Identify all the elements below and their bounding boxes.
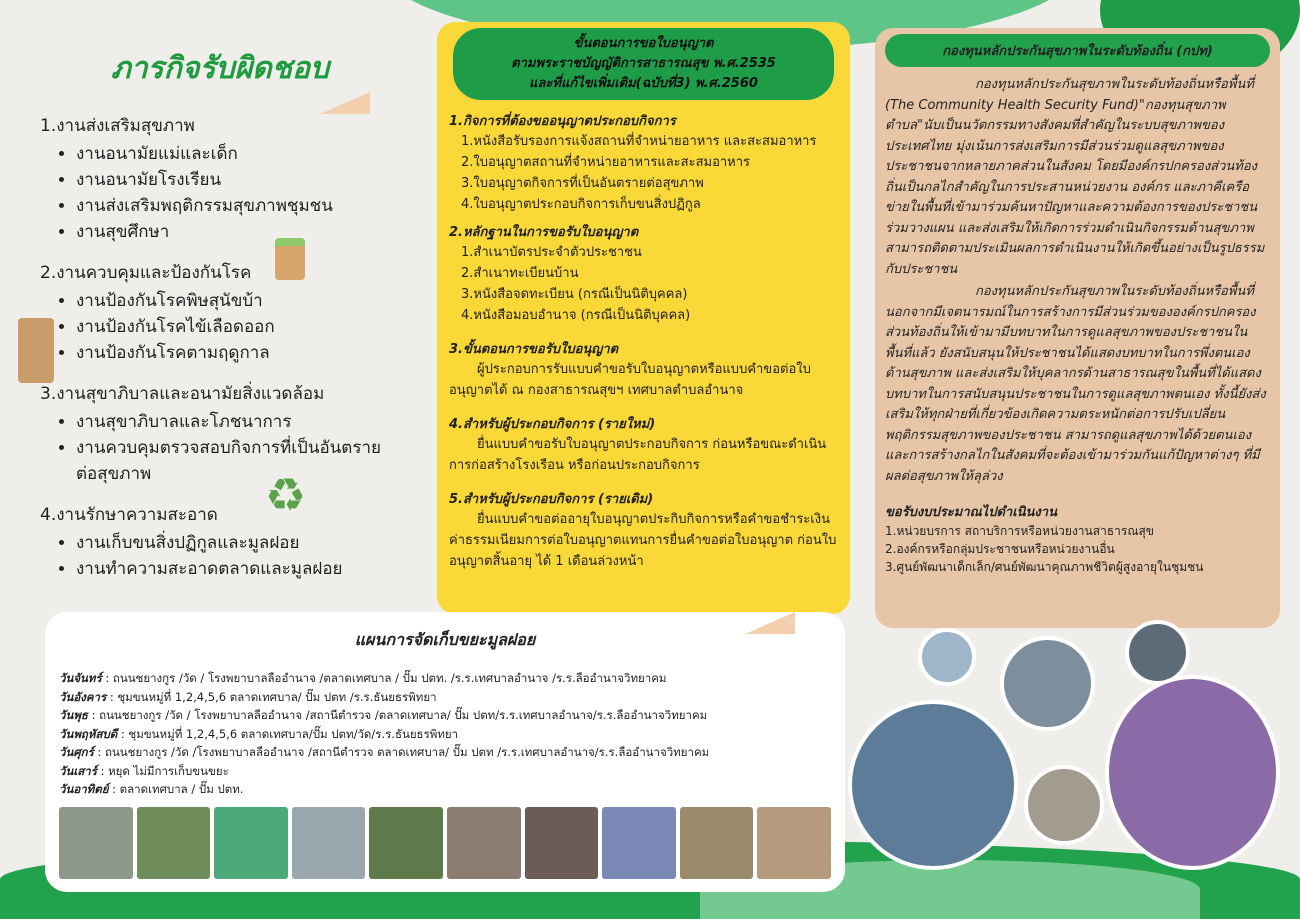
license-title-line: ขั้นตอนการขอใบอนุญาต <box>573 36 714 51</box>
paper-plane-icon <box>745 612 795 634</box>
list-item: • งานควบคุมตรวจสอบกิจการที่เป็นอันตรายต่อสุขภาพ <box>76 435 400 487</box>
paper-bag-icon <box>18 318 54 383</box>
photo <box>369 807 443 879</box>
photo <box>602 807 676 879</box>
schedule-day: วันพุธ <box>59 708 88 722</box>
photo <box>680 807 754 879</box>
license-list-item: 3.ใบอนุญาตกิจการที่เป็นอันตรายต่อสุขภาพ <box>461 176 704 191</box>
budget-heading: ขอรับงบประมาณไปดำเนินงาน <box>885 505 1057 520</box>
schedule-day: วันจันทร์ <box>59 671 102 685</box>
schedule-route: : ถนนชยางกูร /วัด /โรงพยาบาลลืออำนาจ /สถานีตำรวจ ตลาดเทศบาล/ ปั๊ม ปตท /ร.ร.เทศบาลอำนาจ/ร.ร.ลืออำนาจวิทยาคม <box>93 745 710 759</box>
photo <box>292 807 366 879</box>
section-heading: 1.งานส่งเสริมสุขภาพ <box>40 116 195 136</box>
list-item: • งานอนามัยโรงเรียน <box>76 167 400 193</box>
list-item: • งานสุขาภิบาลและโภชนาการ <box>76 409 400 435</box>
list-item: • งานเก็บขนสิ่งปฏิกูลและมูลฝอย <box>76 530 400 556</box>
license-section-heading: 3.ขั้นตอนการขอรับใบอนุญาต <box>449 342 619 357</box>
schedule-route: : ถนนชยางกูร /วัด / โรงพยาบาลลืออำนาจ /สถานีตำรวจ /ตลาดเทศบาล/ ปั๊ม ปตท/ร.ร.เทศบาลอำนาจ/ร.ร.ลืออำนาจวิทยาคม <box>87 708 708 722</box>
responsibility-section <box>40 259 400 366</box>
section-heading: 4.งานรักษาความสะอาด <box>40 505 218 525</box>
license-list-item: 1.สำเนาบัตรประจำตัวประชาชน <box>461 245 642 260</box>
item-list <box>40 141 400 245</box>
schedule-route: : ชุมขนหมู่ที่ 1,2,4,5,6 ตลาดเทศบาล/ ปั๊ม ปตท /ร.ร.ธันยธรพิทยา <box>106 689 437 704</box>
budget-item: 2.องค์กรหรือกลุ่มประชาชนหรือหน่วยงานอื่น <box>885 542 1115 556</box>
schedule-route: : ถนนชยางกูร /วัด / โรงพยาบาลลืออำนาจ /ตลาดเทศบาล / ปั๊ม ปตท. /ร.ร.เทศบาลอำนาจ /ร.ร.ลืออำนาจวิทยาคม <box>101 671 667 685</box>
photo <box>525 807 599 879</box>
license-body <box>449 110 838 572</box>
license-panel <box>437 22 850 614</box>
plan-title: แผนการจัดเก็บขยะมูลฝอย <box>354 630 536 649</box>
photo <box>59 807 133 879</box>
photo-circle <box>1000 636 1095 731</box>
schedule-day: วันอาทิตย์ <box>59 782 109 796</box>
photo <box>137 807 211 879</box>
section-heading: 2.งานควบคุมและป้องกันโรค <box>40 263 252 283</box>
photo-circle <box>1105 675 1280 870</box>
photo-circle <box>918 628 976 686</box>
license-list-item: 1.หนังสือรับรองการแจ้งสถานที่จำหน่ายอาหาร และสะสมอาหาร <box>461 134 817 149</box>
schedule-row <box>59 743 831 762</box>
section-heading: 3.งานสุขาภิบาลและอนามัยสิ่งแวดล้อม <box>40 384 325 404</box>
fund-title: กองทุนหลักประกันสุขภาพในระดับท้องถิ่น (กปท) <box>885 34 1270 67</box>
fund-paragraph: กองทุนหลักประกันสุขภาพในระดับท้องถิ่นหรือพื้นที่ (The Community Health Security Fund)"กองทุนสุขภาพตำบล"นับเป็นนวัตกรรมทางสังคมที่สำคัญในระบบสุขภาพของประเทศไทย มุ่งเน้นการส่งเสริมการมีส่วนร่วมดูแลสุขภาพของประชาชนจากหลายภาคส่วนในสังคม โดยมีองค์กรปกครองส่วนท้องถิ่นเป็นกลไกสำคัญในการประสานหน่วยงาน องค์กร และภาคีเครือข่ายในพื้นที่เข้ามาร่วมค้นหาปัญหาและความต้องการของประชาชน ร่วมวางแผน และส่งเสริมให้เกิดการร่วมดำเนินกิจกรรมด้านสุขภาพ สามารถติดตามประเมินผลการดำเนินงานให้เกิดขึ้นอย่างเป็นรูปธรรมกับประชาชน <box>885 77 1265 277</box>
license-section-heading: 4.สำหรับผู้ประกอบกิจการ (รายใหม่) <box>449 417 656 432</box>
recycle-icon: ♻ <box>265 468 307 522</box>
waste-collection-plan <box>45 612 845 892</box>
license-list-item: 2.สำเนาทะเบียนบ้าน <box>461 266 579 281</box>
responsibility-sections <box>40 112 400 582</box>
license-title-line: และที่แก้ไขเพิ่มเติม(ฉบับที่3) พ.ศ.2560 <box>529 76 758 91</box>
schedule-row <box>59 669 831 688</box>
responsibility-section <box>40 112 400 245</box>
schedule-day: วันศุกร์ <box>59 745 94 759</box>
schedule-day: วันพฤหัสบดี <box>59 726 118 741</box>
photo <box>757 807 831 879</box>
schedule-row <box>59 688 831 707</box>
schedule-day: วันเสาร์ <box>59 763 97 778</box>
budget-item: 1.หน่วยบรการ สถาบริการหรือหน่วยงานสาธารณสุข <box>885 524 1154 538</box>
responsibility-section <box>40 501 400 582</box>
license-section-text: ผู้ประกอบการรับแบบคำขอรับใบอนุญาตหรือแบบคำขอต่อใบอนุญาตได้ ณ กองสาธารณสุขฯ เทศบาลตำบลอำนาจ <box>449 362 811 398</box>
list-item: • งานป้องกันโรคตามฤดูกาล <box>76 340 400 366</box>
license-title <box>453 28 834 100</box>
fund-paragraph: กองทุนหลักประกันสุขภาพในระดับท้องถิ่นหรือพื้นที่ นอกจากมีเจตนารมณ์ในการสร้างการมีส่วนร่วมขององค์กรปกครองส่วนท้องถิ่นให้เข้ามามีบทบาทในการดูแลสุขภาพของประชาชนในพื้นที่แล้ว ยังสนับสนุนให้ประชาชนได้แสดงบทบาทในการพึ่งตนเองด้านสุขภาพ และส่งเสริมให้บุคลากรด้านสาธารณสุขในพื้นที่ได้แสดงบทบาทในการสนับสนุนประชาชนในการดูแลสุขภาพตนเอง ทั้งนี้ยังส่งเสริมให้ทุกฝ่ายที่เกี่ยวข้องเกิดความตระหนักต่อการปรับเปลี่ยนพฤติกรรมสุขภาพของประชาชน สามารถดูแลสุขภาพได้ด้วยตนเองและการสร้างกลไกในสังคมที่จะต้องเข้ามาร่วมกันแก้ปัญหาต่างๆ ที่มีผลต่อสุขภาพให้ลุล่วง <box>885 284 1266 484</box>
paper-plane-icon <box>320 92 370 114</box>
photo-circle <box>848 700 1018 870</box>
license-list-item: 2.ใบอนุญาตสถานที่จำหน่ายอาหารและสะสมอาหาร <box>461 155 751 170</box>
license-section-heading: 5.สำหรับผู้ประกอบกิจการ (รายเดิม) <box>449 492 654 507</box>
schedule-day: วันอังคาร <box>59 689 107 704</box>
photo <box>214 807 288 879</box>
license-section-heading: 2.หลักฐานในการขอรับใบอนุญาต <box>449 225 639 240</box>
license-list-item: 4.หนังสือมอบอำนาจ (กรณีเป็นนิติบุคคล) <box>461 308 691 323</box>
list-item: • งานทำความสะอาดตลาดและมูลฝอย <box>76 556 400 582</box>
license-title-line: ตามพระราชบัญญัติการสาธารณสุข พ.ศ.2535 <box>511 56 776 71</box>
schedule-row <box>59 706 831 725</box>
license-list-item: 3.หนังสือจดทะเบียน (กรณีเป็นนิติบุคคล) <box>461 287 688 302</box>
health-fund-panel <box>875 28 1280 628</box>
schedule-row <box>59 780 831 799</box>
list-item: • งานสุขศึกษา <box>76 219 400 245</box>
schedule-route: : ตลาดเทศบาล / ปั๊ม ปตท. <box>108 782 244 796</box>
list-item: • งานป้องกันโรคไข้เลือดออก <box>76 314 400 340</box>
license-section-text: ยื่นแบบคำขอรับใบอนุญาตประกอบกิจการ ก่อนหรือขณะดำเนินการก่อสร้างโรงเรือน หรือก่อนประกอบกิจการ <box>449 437 827 473</box>
item-list <box>40 530 400 582</box>
item-list <box>40 288 400 366</box>
recycle-cup-icon <box>275 238 305 280</box>
item-list <box>40 409 400 487</box>
license-list-item: 4.ใบอนุญาตประกอบกิจการเก็บขนสิ่งปฏิกูล <box>461 197 701 212</box>
photo <box>447 807 521 879</box>
photo-strip <box>59 807 831 879</box>
responsibilities-panel <box>40 45 400 582</box>
schedule-row <box>59 762 831 781</box>
schedule-row <box>59 725 831 744</box>
schedule-route: : ชุมขนหมู่ที่ 1,2,4,5,6 ตลาดเทศบาล/ปั๊ม ปตท/วัด/ร.ร.ธันยธรพิทยา <box>117 726 459 741</box>
photo-circle <box>1024 765 1104 845</box>
list-item: • งานป้องกันโรคพิษสุนัขบ้า <box>76 288 400 314</box>
responsibility-section <box>40 380 400 487</box>
license-section-text: ยื่นแบบคำขอต่ออายุใบอนุญาตประกิบกิจการหรือคำขอชำระเงินค่าธรรมเนียมการต่อใบอนุญาตแทนการยื่นคำขอต่อใบอนุญาต ก่อนใบอนุญาตสิ้นอายุ ได้ 1 เดือนล่วงหน้า <box>449 512 837 569</box>
schedule-rows <box>59 669 831 799</box>
license-section-heading: 1.กิจการที่ต้องขออนุญาตประกอบกิจการ <box>449 114 676 129</box>
list-item: • งานอนามัยแม่และเด็ก <box>76 141 400 167</box>
list-item: • งานส่งเสริมพฤติกรรมสุขภาพชุมชน <box>76 193 400 219</box>
responsibilities-title: ภารกิจรับผิดชอบ <box>110 51 330 86</box>
budget-item: 3.ศูนย์พัฒนาเด็กเล็ก/ศนย์พัฒนาคุณภาพชีวิตผู้สูงอายุในชุมชน <box>885 560 1204 574</box>
schedule-route: : หยุด ไม่มีการเก็บขนขยะ <box>96 763 229 778</box>
